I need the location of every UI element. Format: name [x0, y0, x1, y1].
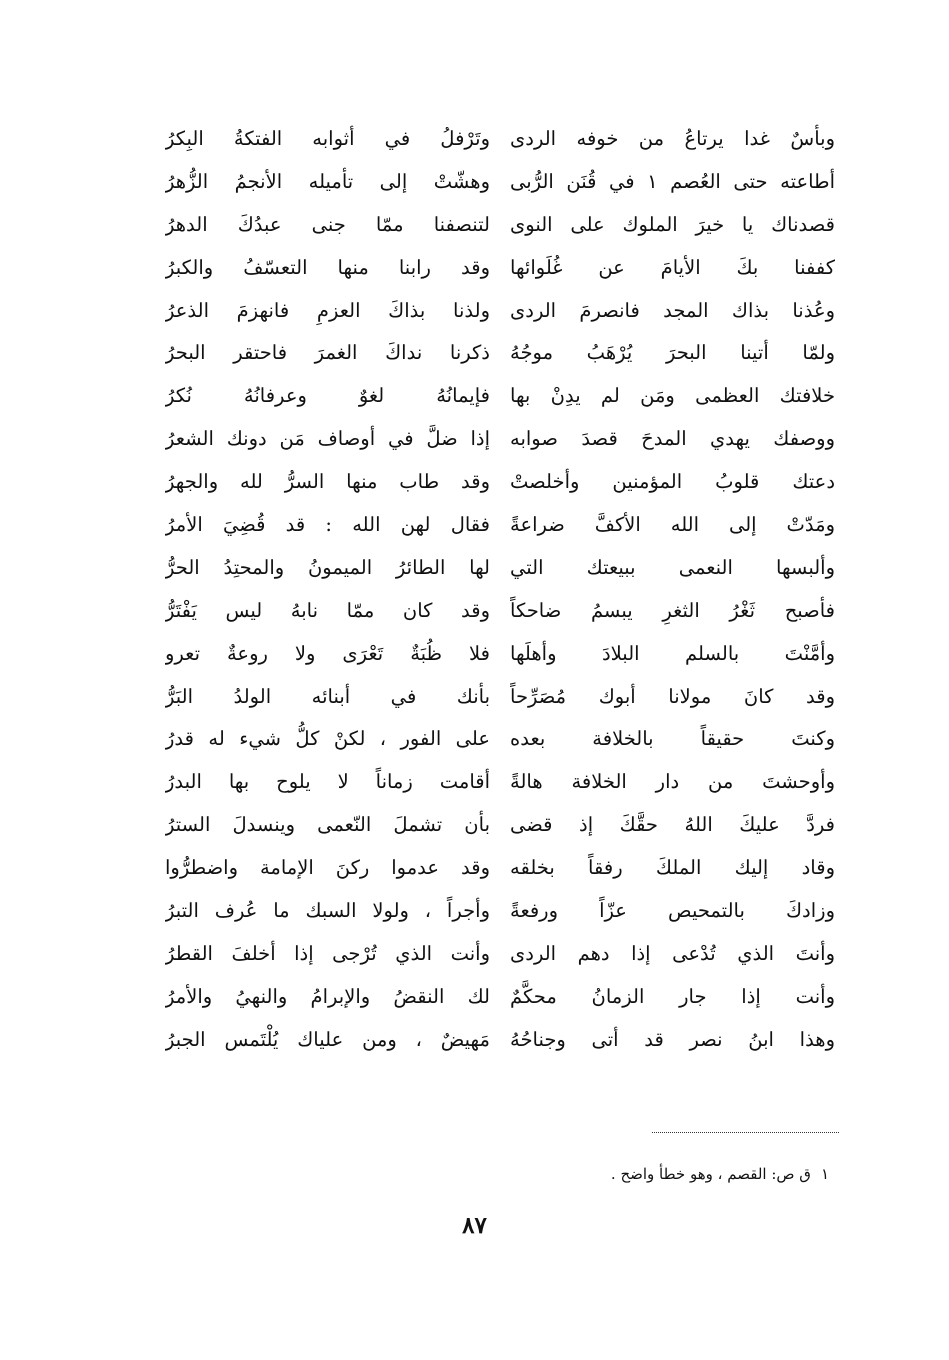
footnote-text: ق ص: القصم ، وهو خطأ واضح .	[610, 1165, 811, 1183]
verse-line: وقد كانَ مولانا أبوك مُصَرِّحاً	[510, 684, 835, 708]
verse-line: لك النقضُ والإبرامُ والنهيُ والأمرُ	[165, 984, 490, 1008]
verse-line: ذكرنا نداكَ الغمرَ فاحتقر البحرُ	[165, 341, 490, 365]
verse-line: فأصبح ثَغْرُ الثغرِ يبسمُ ضاحكاً	[510, 598, 835, 622]
poem	[150, 118, 850, 1108]
verse-line: وهذا ابنُ نصر قد أتى وجناحُهُ	[510, 1027, 835, 1051]
verse-line: ولذنا بذاكَ العزمِ فانهزمَ الذعرُ	[165, 298, 490, 322]
poem-right-column	[510, 118, 850, 1062]
verse-line: لها الطائرُ الميمونُ والمحتِدُ الحرُّ	[165, 555, 490, 579]
poem-left-column	[150, 118, 490, 1062]
verse-line: كففنا بكَ الأيامَ عن غُلَوائها	[510, 255, 835, 279]
verse-line: وأمَّنْتَ بالسلم البلادَ وأهلَها	[510, 641, 835, 665]
verse-line: وأوحشتَ من دار الخلافة هالةً	[510, 770, 835, 794]
footnote-number: ١	[820, 1165, 829, 1183]
verse-line: ومَدّتْ إلى الله الأكفَّ ضراعةً	[510, 513, 835, 537]
verse-line: وقاد إليك الملكَ رفقاً بخلقه	[510, 856, 835, 880]
verse-line: وتَرْفلُ في أثوابه الفتكةُ البِكرُ	[165, 127, 490, 150]
verse-line: على الفور ، لكنْ كلُّ شيء له قدرُ	[165, 727, 490, 751]
verse-line: فردَّ عليكَ اللهُ حقَّكَ إذ قضى	[510, 813, 835, 837]
verse-line: وزادكَ بالتمحيص عزّاً ورفعةً	[510, 899, 835, 923]
verse-line: قصدناك يا خيرَ الملوك على النوى	[510, 212, 835, 236]
footnote-separator	[652, 1132, 839, 1133]
verse-line: مَهيضٌ ، ومن علياك يُلْتَمس الجبرُ	[165, 1027, 490, 1051]
verse-line: وقد طاب منها السرُّ لله والجهرُ	[165, 470, 490, 494]
verse-line: فلا ظُبَةٌ تَعْرَى ولا روعةٌ تعرو	[165, 641, 490, 665]
verse-line: وأنت الذي تُرْجى إذا أخلفَ القطرُ	[165, 941, 490, 965]
verse-line: وعُذنا بذاك المجد فانصرمَ الردى	[510, 298, 835, 322]
verse-line: وقد عدموا ركنَ الإمامة واضطرُّوا	[165, 856, 490, 880]
verse-line: خلافتك العظمى ومَن لم يدِنْ بها	[510, 384, 835, 408]
verse-line: وأجراً ، ولولا السبك ما عُرف التبرُ	[165, 899, 490, 923]
verse-line: بأن تشملَ النّعمى وينسدلَ السترُ	[165, 813, 490, 837]
verse-line: وكنتَ حقيقاً بالخلافة بعده	[510, 727, 835, 751]
verse-line: دعتك قلوبُ المؤمنين وأخلصتْ	[510, 470, 835, 494]
verse-line: وبأسٌ غدا يرتاعُ من خوفه الردى	[510, 127, 835, 150]
verse-line: إذا ضلَّ في أوصاف مَن دونك الشعرُ	[165, 427, 490, 451]
verse-line: بأنك في أبنائه الولدُ البَرُّ	[165, 684, 490, 708]
verse-line: وأنت إذا جار الزمانُ محكَّمٌ	[510, 984, 835, 1008]
verse-line: ولمّا أتينا البحرَ يُرْهَبُ موجُهُ	[510, 341, 835, 365]
footnote	[329, 1163, 829, 1185]
page-number: ٨٧	[462, 1212, 487, 1239]
verse-line: فقال لهن الله : قد قُضِيَ الأمرُ	[165, 513, 490, 537]
verse-line: وهشّتْ إلى تأميله الأنجمُ الزُّهرُ	[165, 169, 490, 193]
verse-line: أطاعته حتى العُصم ١ في قُنَن الرُّبى	[510, 169, 835, 193]
verse-line: فإيمانُهُ لغوٌ وعرفانُهُ نُكرُ	[165, 384, 490, 408]
verse-line: وقد كان ممّا نابهُ ليس يَفْتَرُّ	[165, 598, 490, 622]
verse-line: وأنتَ الذي تُدْعى إذا دهم الردى	[510, 941, 835, 965]
verse-line: أقامت زماناً لا يلوح بها البدرُ	[165, 770, 490, 794]
verse-line: لتنصفنا ممّا جنى عبدُكَ الدهرُ	[165, 212, 490, 236]
verse-line: ووصفك يهدي المدحَ قصدَ صوابه	[510, 427, 835, 451]
verse-line: وقد رابنا منها التعسّفُ والكبرُ	[165, 255, 490, 279]
verse-line: وألبسها النعمى ببيعتك التي	[510, 555, 835, 579]
